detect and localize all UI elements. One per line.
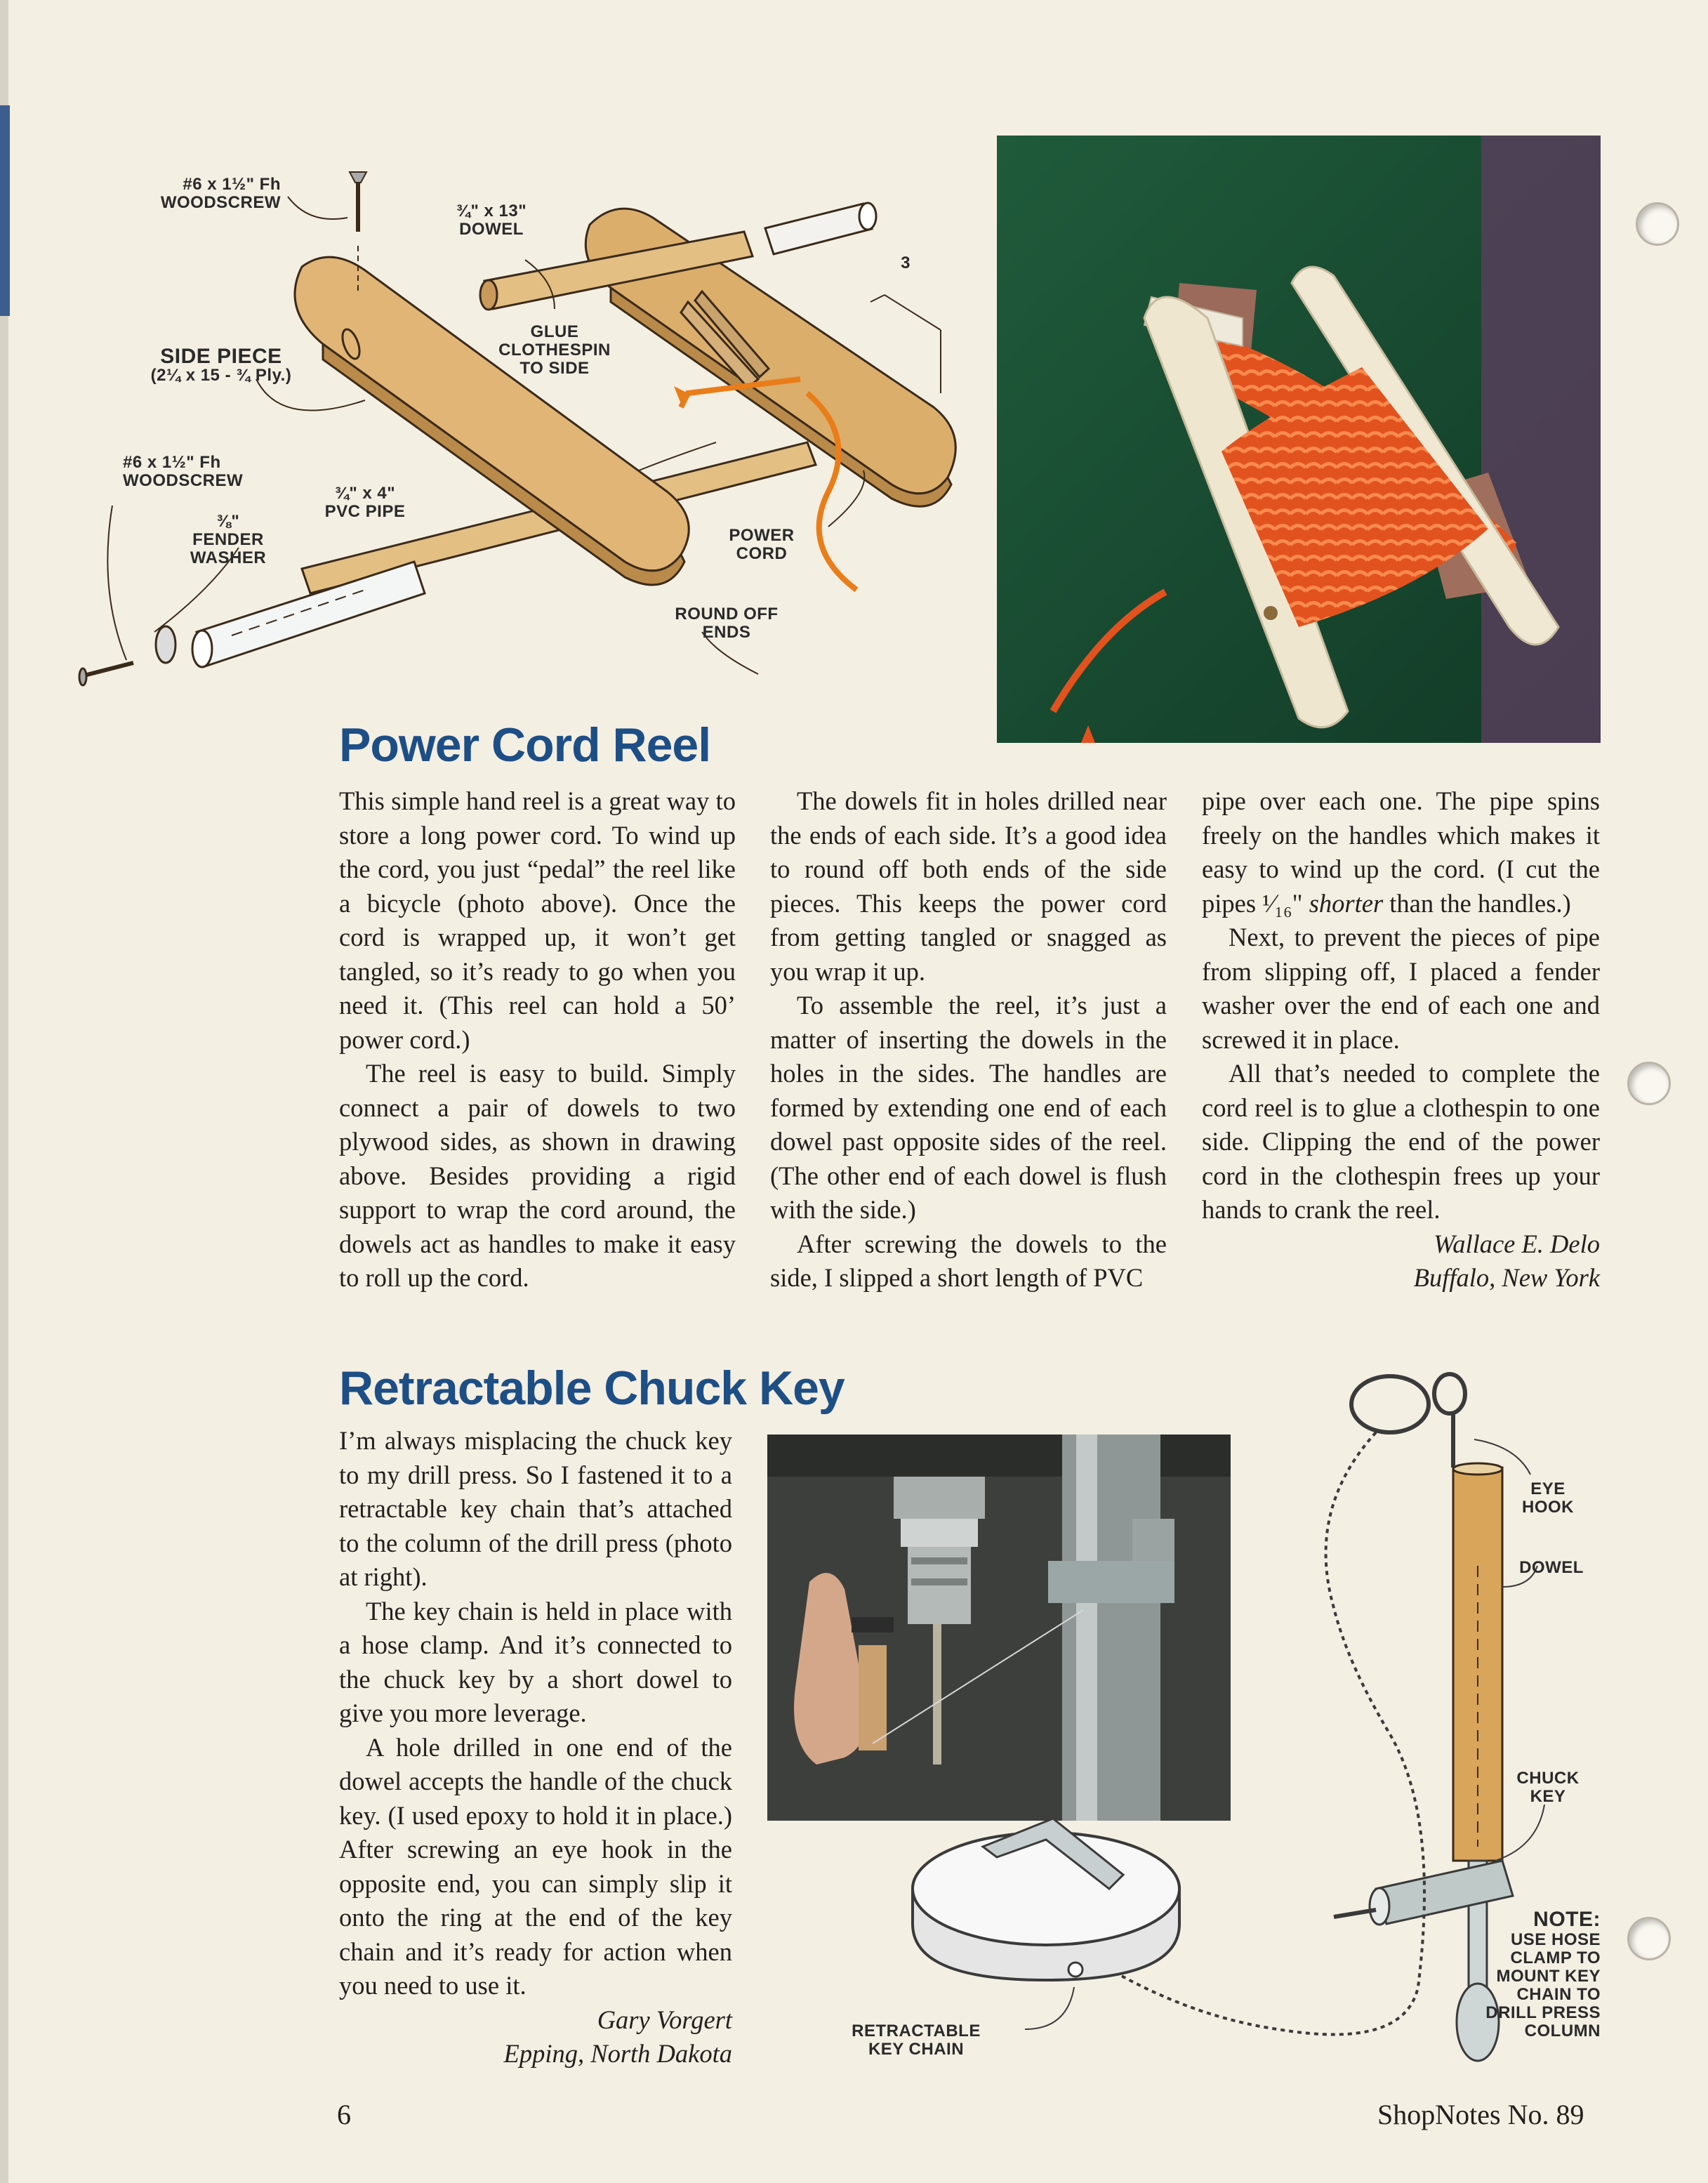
author-location: Epping, North Dakota bbox=[503, 2039, 732, 2068]
binding-edge bbox=[0, 0, 8, 2183]
label-woodscrew-top: #6 x 1½" Fh WOODSCREW bbox=[160, 175, 281, 212]
paragraph: Next, to prevent the pieces of pipe from slipping off, I placed a fender washer over the end of each one and screwed it in place. bbox=[1202, 923, 1600, 1054]
paragraph: A hole drilled in one end of the dowel accepts the handle of the chuck key. (I used epoxy to hold it in place.) After screwing an eye hook in the opposite end, you can simply slip it onto the ring at the end of the key chain and it’s ready for action when you need to use it. bbox=[339, 1732, 732, 2000]
author-name: Gary Vorgert bbox=[597, 2005, 732, 2034]
label-pvc-pipe: ¾" x 4" PVC PIPE bbox=[324, 484, 406, 521]
binding-tab bbox=[0, 105, 10, 316]
label-woodscrew-left: #6 x 1½" Fh WOODSCREW bbox=[123, 453, 244, 490]
label-chuck-key: CHUCK KEY bbox=[1516, 1769, 1580, 1806]
label-dowel-2: DOWEL bbox=[1519, 1558, 1584, 1577]
label-retractable-key-chain: RETRACTABLE KEY CHAIN bbox=[852, 2022, 981, 2059]
binder-hole-top bbox=[1636, 202, 1679, 246]
paragraph: pipe over each one. The pipe spins freely on the handles which makes it easy to wind up the cord. (I cut the pipes ¹⁄₁₆" shorter than the handles.) bbox=[1202, 786, 1600, 918]
paragraph: The dowels fit in holes drilled near the ends of each side. It’s a good idea to round off both ends of the side pieces. This keeps the power cord from getting tangled or snagged as you wrap it up. bbox=[770, 786, 1167, 986]
label-side-piece-dim: (2¼ x 15 - ¾ Ply.) bbox=[150, 366, 292, 385]
label-dimension-3: 3 bbox=[901, 253, 911, 272]
author-location: Buffalo, New York bbox=[1413, 1263, 1600, 1292]
label-glue-clothespin: GLUE CLOTHESPIN TO SIDE bbox=[498, 322, 611, 378]
article1-column-1 bbox=[339, 784, 736, 1295]
paragraph: To assemble the reel, it’s just a matter of inserting the dowels in the holes in the sides. The handles are formed by extending one end of each dowel past opposite sides of the reel. (The other end of each dowel is flush with the side.) bbox=[770, 991, 1167, 1224]
label-note-title: NOTE: bbox=[1533, 1908, 1601, 1931]
paragraph: The reel is easy to build. Simply connect a pair of dowels to two plywood sides, as shown in drawing above. Besides providing a rigid support to wrap the cord around, the dowels act as handles to make it easy to roll up the cord. bbox=[339, 1059, 736, 1292]
article1-column-2 bbox=[770, 784, 1167, 1295]
paragraph: The key chain is held in place with a hose clamp. And it’s connected to the chuck key by a short dowel to give you more leverage. bbox=[339, 1596, 732, 1727]
label-round-off-ends: ROUND OFF ENDS bbox=[675, 605, 779, 642]
power-cord-reel-photo bbox=[997, 136, 1601, 743]
label-eye-hook: EYE HOOK bbox=[1522, 1479, 1574, 1517]
binder-hole-middle bbox=[1627, 1062, 1671, 1105]
label-note-body: USE HOSE CLAMP TO MOUNT KEY CHAIN TO DRILL PRESS COLUMN bbox=[1485, 1930, 1601, 2040]
article-title-power-cord-reel: Power Cord Reel bbox=[339, 718, 711, 772]
page-number: 6 bbox=[337, 2099, 351, 2130]
label-fender-washer: ⅜" FENDER WASHER bbox=[190, 512, 267, 567]
label-dowel: ¾" x 13" DOWEL bbox=[456, 202, 527, 239]
article2-column bbox=[339, 1424, 732, 2071]
label-power-cord: POWER CORD bbox=[729, 526, 795, 563]
label-side-piece: SIDE PIECE bbox=[160, 345, 282, 368]
paragraph: This simple hand reel is a great way to store a long power cord. To wind up the cord, you just “pedal” the reel like a bicycle (photo above). Once the cord is wrapped up, it won’t get tangled, so it’s ready to go when you need it. (This reel can hold a 50’ power cord.) bbox=[339, 786, 736, 1054]
publication-name: ShopNotes No. 89 bbox=[1377, 2099, 1584, 2130]
article-title-retractable-chuck-key: Retractable Chuck Key bbox=[339, 1361, 845, 1415]
article1-column-3 bbox=[1202, 784, 1600, 1295]
paragraph: All that’s needed to complete the cord reel is to glue a clothespin to one side. Clipping the end of the power cord in the clothespin frees up your hands to crank the reel. bbox=[1202, 1059, 1600, 1224]
paragraph: After screwing the dowels to the side, I slipped a short length of PVC bbox=[770, 1229, 1167, 1292]
binder-hole-bottom bbox=[1627, 1917, 1671, 1960]
paragraph: I’m always misplacing the chuck key to my drill press. So I fastened it to a retractable key chain that’s attached to the column of the drill press (photo at right). bbox=[339, 1426, 732, 1591]
author-name: Wallace E. Delo bbox=[1434, 1229, 1600, 1258]
